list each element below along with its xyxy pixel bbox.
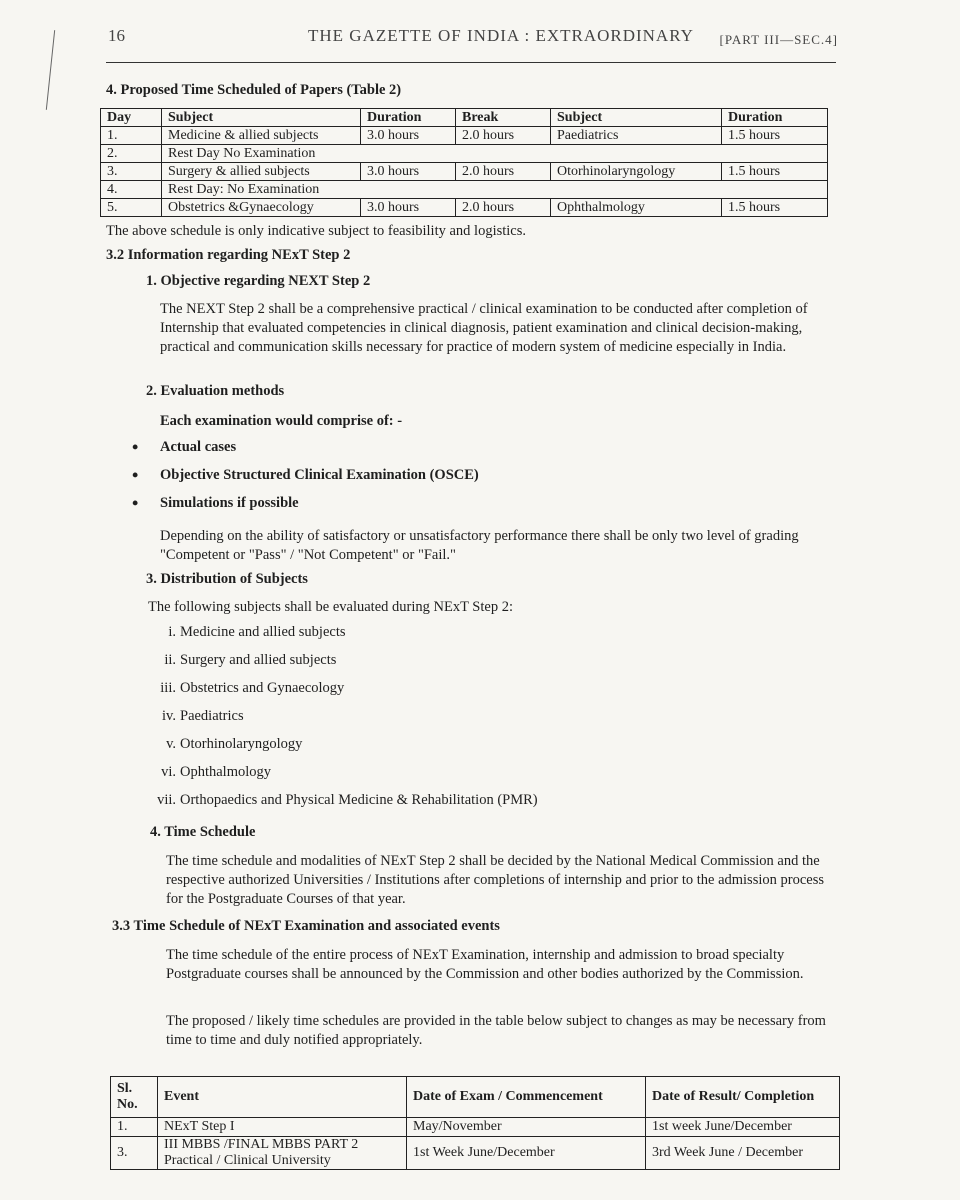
cell: Paediatrics [551,127,722,145]
objective-paragraph: The NEXT Step 2 shall be a comprehensive practical / clinical examination to be conducted after completion of Internship that evaluated competencies in clinical diagnosis, patient examination and clinical decision-making, practical and communication skills necessary for practice of modern system of medicine especially in India. [160,301,808,355]
table-row [101,127,828,145]
table-header-row [111,1077,840,1118]
margin-pen-mark [46,30,55,110]
cell: 1.5 hours [722,199,828,217]
col-subject-2: Subject [551,109,722,127]
cell: 1. [101,127,162,145]
col-subject: Subject [162,109,361,127]
list-text: Obstetrics and Gynaecology [180,680,345,696]
list-text: Ophthalmology [180,764,272,780]
col-sl-no: Sl. No. [111,1077,158,1118]
cell: Ophthalmology [551,199,722,217]
table-row [101,163,828,181]
list-number: i. [168,624,176,640]
list-number: iii. [160,680,176,696]
section-3-3-paragraph-2: The proposed / likely time schedules are provided in the table below subject to changes as may be necessary from time to time and duly notified appropriately. [166,1013,826,1048]
list-text: Otorhinolaryngology [180,736,303,752]
table-row [111,1118,840,1137]
list-item [150,736,538,764]
col-duration-2: Duration [722,109,828,127]
evaluation-intro: Each examination would comprise of: - [160,413,403,429]
cell: 3rd Week June / December [646,1137,840,1170]
list-item: • Objective Structured Clinical Examination (OSCE) [132,467,479,495]
list-item [150,680,538,708]
list-item: • Simulations if possible [132,495,479,523]
cell: III MBBS /FINAL MBBS PART 2 Practical / Clinical University [158,1137,407,1170]
cell: 3.0 hours [361,199,456,217]
list-item [150,624,538,652]
section-3-3-heading: 3.3 Time Schedule of NExT Examination and associated events [112,918,500,934]
page-header [108,26,838,54]
list-number: v. [166,736,176,752]
cell: 2.0 hours [456,127,551,145]
section-3-3-paragraph-1: The time schedule of the entire process of NExT Examination, internship and admission to broad specialty Postgraduate courses shall be announced by the Commission and other bodies authorized by the Commission. [166,947,804,982]
list-text: Medicine and allied subjects [180,624,346,640]
cell: Rest Day No Examination [162,145,828,163]
section-label: [PART III—SEC.4] [719,32,838,47]
table-row [101,181,828,199]
cell: Medicine & allied subjects [162,127,361,145]
cell: 3.0 hours [361,163,456,181]
cell: 2. [101,145,162,163]
time-schedule-heading: 4. Time Schedule [150,824,256,840]
table-row [101,145,828,163]
grading-paragraph: Depending on the ability of satisfactory or unsatisfactory performance there shall be only two level of grading "Competent or "Pass" / "Not Competent" or "Fail." [160,528,799,563]
cell: 2.0 hours [456,163,551,181]
evaluation-heading: 2. Evaluation methods [146,383,285,399]
col-duration: Duration [361,109,456,127]
list-text: Orthopaedics and Physical Medicine & Rehabilitation (PMR) [180,792,538,808]
list-item [150,792,538,820]
list-item [150,708,538,736]
list-item: • Actual cases [132,439,479,467]
next-timeline-table [110,1076,840,1170]
cell: 3. [111,1137,158,1170]
cell: 3. [101,163,162,181]
list-item [150,764,538,792]
time-schedule-paragraph: The time schedule and modalities of NExT Step 2 shall be decided by the National Medical Commission and the respective authorized Universities / Institutions after completions of internship and prior to the admission process for the Postgraduate Courses of that year. [166,853,824,907]
distribution-intro: The following subjects shall be evaluated during NExT Step 2: [148,599,513,615]
col-date-exam: Date of Exam / Commencement [407,1077,646,1118]
cell: 1.5 hours [722,127,828,145]
cell: 1st Week June/December [407,1137,646,1170]
cell: Otorhinolaryngology [551,163,722,181]
header-rule [106,62,836,63]
objective-heading: 1. Objective regarding NEXT Step 2 [146,273,371,289]
cell: Surgery & allied subjects [162,163,361,181]
section-3-2-heading: 3.2 Information regarding NExT Step 2 [106,247,351,263]
cell: 3.0 hours [361,127,456,145]
list-text: Surgery and allied subjects [180,652,337,668]
cell: Rest Day: No Examination [162,181,828,199]
cell: 4. [101,181,162,199]
cell: May/November [407,1118,646,1137]
list-number: vii. [157,792,176,808]
list-text: Paediatrics [180,708,244,724]
evaluation-list [132,439,479,523]
cell: NExT Step I [158,1118,407,1137]
table-row [111,1137,840,1170]
gazette-title: THE GAZETTE OF INDIA : EXTRAORDINARY [308,26,694,45]
schedule-note: The above schedule is only indicative subject to feasibility and logistics. [106,223,526,239]
table-row [101,199,828,217]
cell: 2.0 hours [456,199,551,217]
list-number: iv. [162,708,176,724]
exam-schedule-table [100,108,828,217]
list-number: ii. [164,652,176,668]
subjects-list [150,624,538,820]
cell: 1st week June/December [646,1118,840,1137]
col-event: Event [158,1077,407,1118]
col-date-result: Date of Result/ Completion [646,1077,840,1118]
section-4-heading: 4. Proposed Time Scheduled of Papers (Table 2) [106,82,402,98]
distribution-heading: 3. Distribution of Subjects [146,571,308,587]
cell: 1. [111,1118,158,1137]
page-number: 16 [108,26,125,45]
cell: 1.5 hours [722,163,828,181]
col-break: Break [456,109,551,127]
cell: 5. [101,199,162,217]
cell: Obstetrics &Gynaecology [162,199,361,217]
list-number: vi. [161,764,176,780]
col-day: Day [101,109,162,127]
table-header-row [101,109,828,127]
list-item [150,652,538,680]
